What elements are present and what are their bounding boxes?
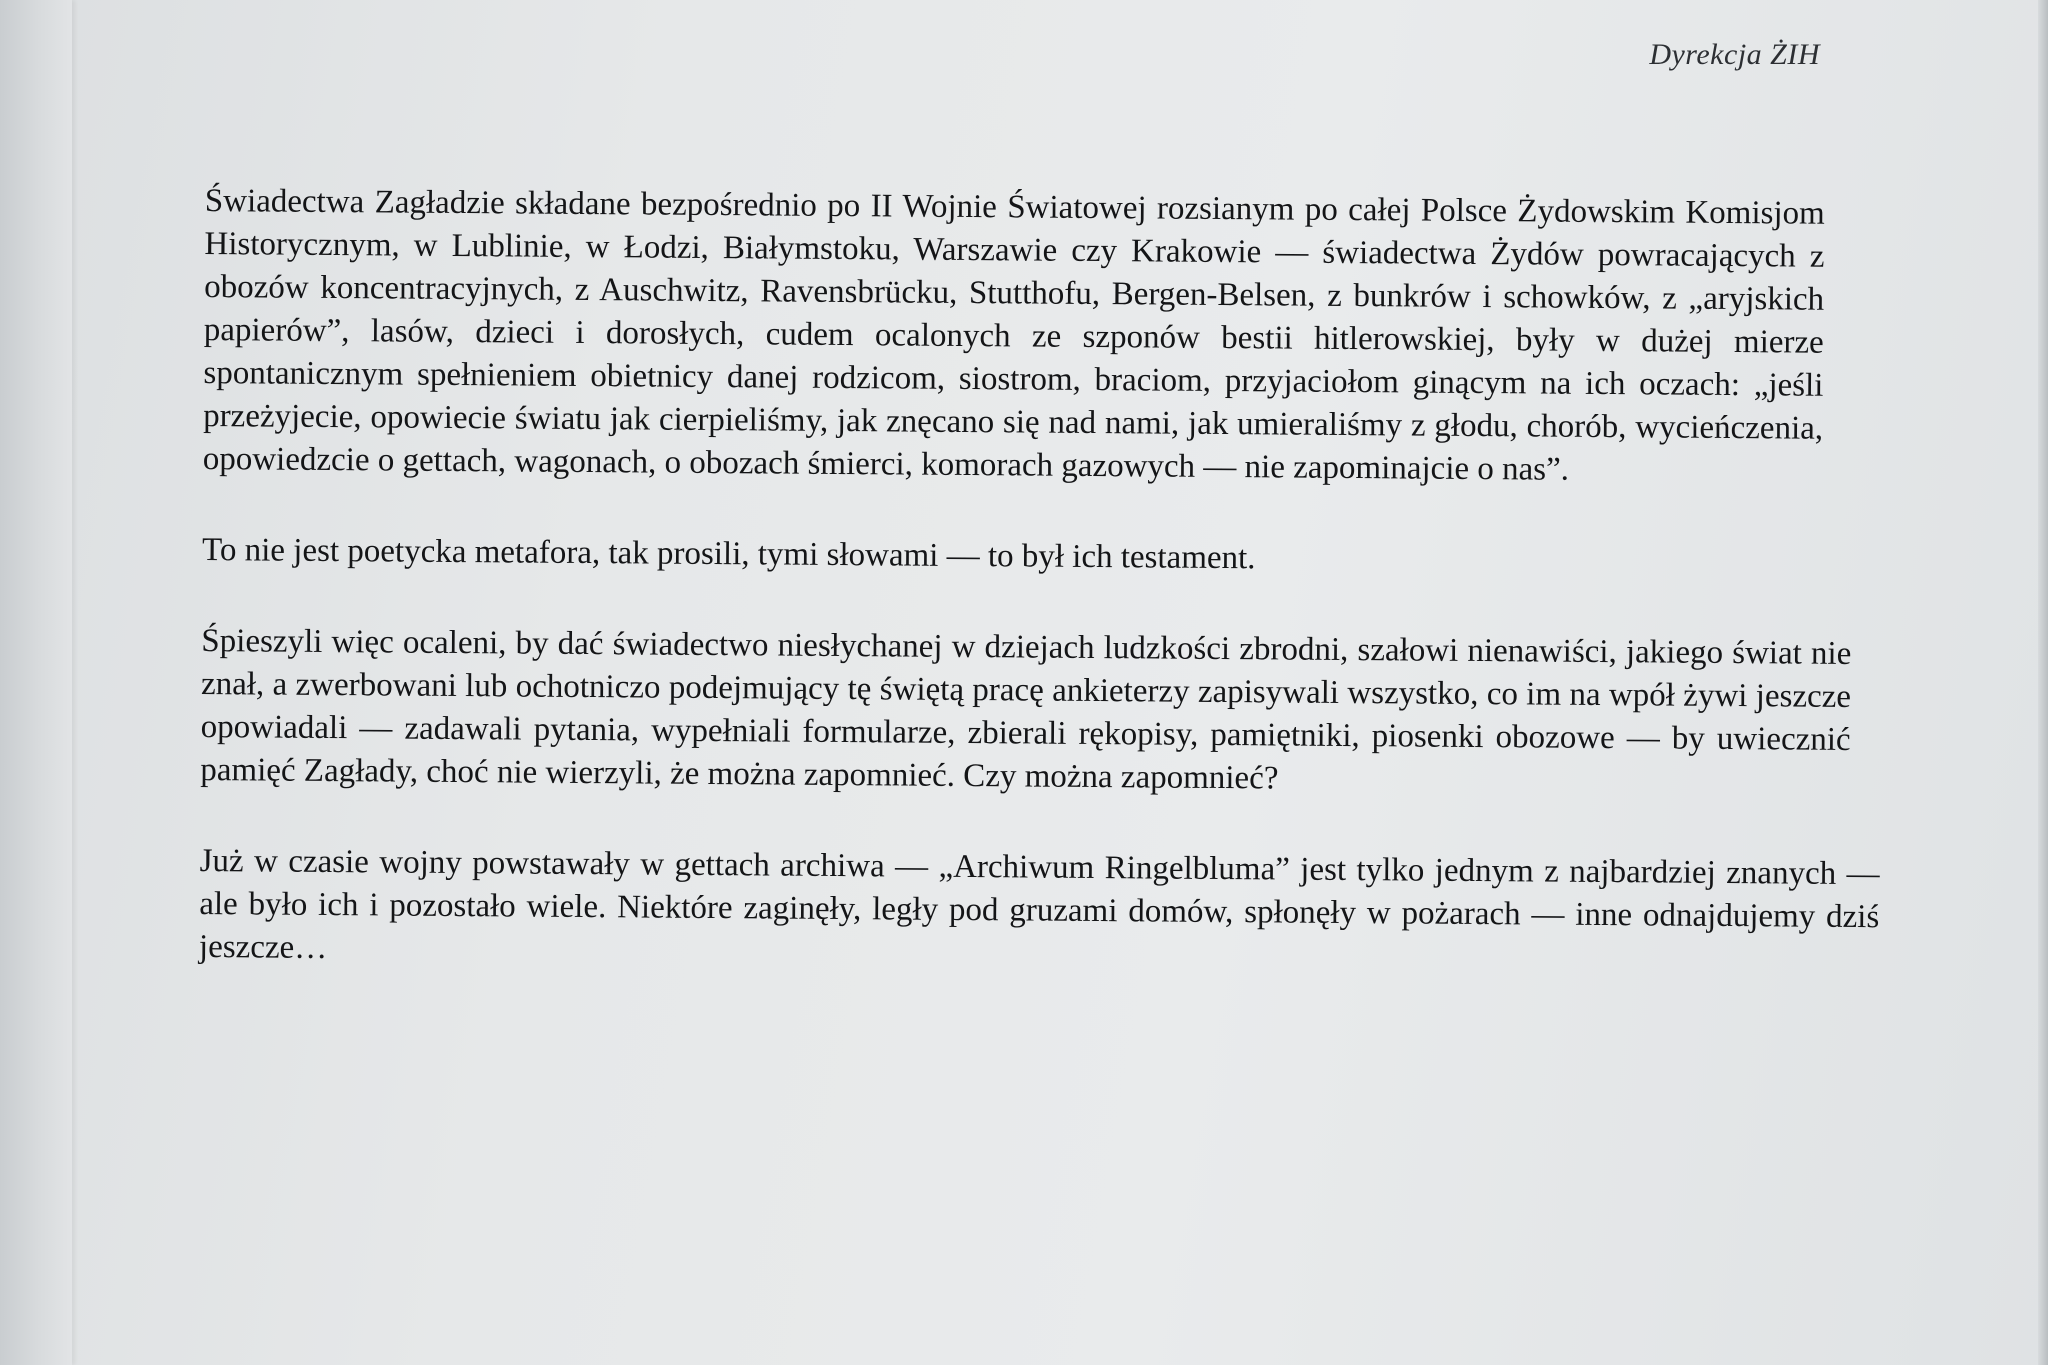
paragraph-4: Już w czasie wojny powstawały w gettach archiwa — „Archiwum Ringelbluma” jest tylko jednym z najbardziej znanych — ale było ich i pozostało wiele. Niektóre zaginęły, legły pod gruzami domów, spłonęły w pożarach — inne odnajdujemy dziś jeszcze… bbox=[198, 842, 1880, 966]
paragraph-3: Śpieszyli więc ocaleni, by dać świadectwo niesłychanej w dziejach ludzkości zbrodni, szałowi nienawiści, jakiego świat nie znał, a zwerbowani lub ochotniczo podejmujący tę świętą pracę ankieterzy zapisywali wszystko, co im na wpół żywi jeszcze opowiadali — zadawali pytania, wypełniali formularze, zbierali rękopisy, pamiętniki, piosenki obozowe — by uwiecznić pamięć Zagłady, choć nie wierzyli, że można zapomnieć. Czy można zapomnieć? bbox=[200, 622, 1852, 797]
paragraph-1: Świadectwa Zagładzie składane bezpośrednio po II Wojnie Światowej rozsianym po całej Polsce Żydowskim Komisjom Historycznym, w Lublinie, w Łodzi, Białymstoku, Warszawie czy Krakowie — świadectwa Żydów powracających z obozów koncentracyjnych, z Auschwitz, Ravensbrücku, Stutthofu, Bergen-Belsen, z bunkrów i schowków, z „aryjskich papierów”, lasów, dzieci i dorosłych, cudem ocalonych ze szponów bestii hitlerowskiej, były w dużej mierze spontanicznym spełnieniem obietnicy danej rodzicom, siostrom, braciom, przyjaciołom ginącym na ich oczach: „jeśli przeżyjecie, opowiecie światu jak cierpieliśmy, jak znęcano się nad nami, jak umieraliśmy z głodu, chorób, wycieńczenia, opowiedzcie o gettach, wagonach, o obozach śmierci, komorach gazowych — nie zapominajcie o nas”. bbox=[202, 182, 1825, 488]
page-gutter bbox=[0, 0, 72, 1365]
running-header: Dyrekcja ŻIH bbox=[1649, 38, 1820, 71]
page-edge bbox=[2038, 0, 2048, 1365]
paragraph-2: To nie jest poetycka metafora, tak prosili, tymi słowami — to był ich testament. bbox=[201, 531, 1256, 577]
body-text bbox=[198, 180, 1880, 982]
